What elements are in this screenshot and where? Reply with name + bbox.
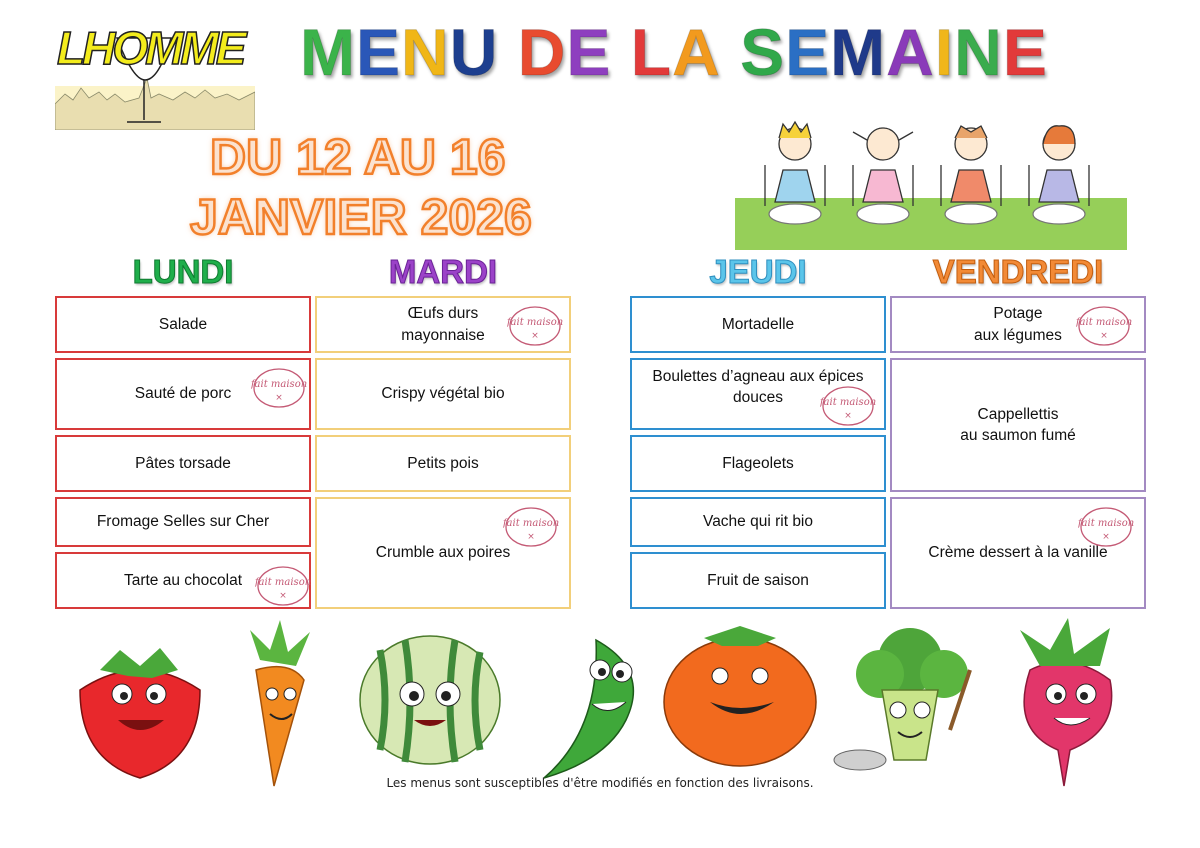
svg-text:fait maison: fait maison [507, 317, 563, 328]
svg-text:×: × [1100, 331, 1108, 341]
day-heading-vendredi: VENDREDI [932, 253, 1104, 290]
svg-text:×: × [527, 532, 535, 542]
title-letter [721, 15, 740, 89]
fait-maison-stamp-icon [1076, 304, 1132, 348]
svg-text:fait maison: fait maison [820, 397, 876, 408]
fait-maison-stamp-icon [820, 384, 876, 428]
title-letter: N [954, 15, 1003, 89]
title-letter: S [740, 15, 786, 89]
svg-text:fait maison: fait maison [503, 518, 559, 529]
menu-item-label: Crème dessert à la vanille [928, 544, 1108, 562]
menu-item-lundi-accompagnement [55, 435, 311, 492]
menu-item-label: Crumble aux poires [375, 544, 511, 562]
title-letter: E [355, 15, 402, 89]
menu-item-lundi-fromage [55, 497, 311, 547]
svg-text:fait maison: fait maison [1076, 317, 1132, 328]
vegetable-characters-illustration [60, 610, 1160, 790]
svg-text:×: × [279, 591, 287, 601]
day-heading-lundi: LUNDI [132, 253, 234, 290]
title-letter: E [1002, 15, 1048, 89]
day-heading-jeudi: JEUDI [709, 253, 807, 290]
title-letter: M [300, 15, 356, 89]
title-letter: E [785, 15, 831, 89]
menu-item-mardi-plat [315, 358, 571, 430]
fait-maison-stamp-icon [255, 564, 311, 608]
strawberry-icon [80, 648, 200, 778]
menu-item-jeudi-accompagnement [630, 435, 886, 492]
title-letter: E [566, 15, 612, 89]
title-letter: N [401, 15, 450, 89]
fait-maison-stamp-icon [251, 366, 307, 410]
kids-at-table-illustration [735, 110, 1127, 250]
menu-item-jeudi-dessert [630, 552, 886, 609]
svg-text:LHOMME: LHOMME [57, 22, 244, 74]
cucumber-icon [544, 640, 633, 778]
footer-disclaimer: Les menus sont susceptibles d'être modifiés en fonction des livraisons. [386, 776, 814, 790]
title-letter: D [517, 15, 567, 89]
svg-text:fait maison: fait maison [255, 577, 311, 588]
menu-item-lundi-dessert [55, 552, 311, 609]
menu-item-label: Flageolets [722, 454, 794, 472]
menu-item-mardi-dessert [315, 497, 571, 609]
page-title [300, 14, 1120, 94]
title-letter: M [830, 15, 887, 89]
radish-icon [1020, 618, 1112, 786]
day-heading-mardi: MARDI [388, 253, 498, 290]
title-letter: A [886, 15, 935, 89]
menu-item-jeudi-fromage [630, 497, 886, 547]
broccoli-icon [834, 628, 970, 770]
menu-item-vendredi-plat [890, 358, 1146, 492]
menu-item-mardi-accompagnement [315, 435, 571, 492]
menu-item-label: Crispy végétal bio [381, 385, 505, 403]
fait-maison-stamp-icon [507, 304, 563, 348]
title-letter: A [672, 15, 721, 89]
menu-item-label: Potage aux légumes [974, 305, 1062, 344]
menu-item-mardi-entree [315, 296, 571, 353]
menu-item-label: Pâtes torsade [135, 454, 231, 472]
menu-item-lundi-plat [55, 358, 311, 430]
fait-maison-stamp-icon [503, 505, 559, 549]
menu-item-vendredi-dessert [890, 497, 1146, 609]
svg-text:×: × [844, 411, 852, 421]
svg-text:×: × [275, 393, 283, 403]
menu-item-label: Tarte au chocolat [123, 571, 243, 589]
menu-item-label: Fromage Selles sur Cher [96, 513, 270, 531]
melon-icon [360, 636, 500, 764]
title-letter: I [934, 15, 955, 89]
menu-item-label: Mortadelle [721, 315, 795, 333]
tomato-icon [664, 626, 816, 766]
menu-item-label: Cappellettis au saumon fumé [960, 405, 1076, 444]
date-range-line-1: DU 12 AU 16 [210, 129, 506, 185]
svg-text:fait maison: fait maison [1078, 518, 1134, 529]
title-letter: L [630, 15, 673, 89]
menu-item-label: Sauté de porc [134, 385, 232, 403]
menu-item-label: Œufs durs mayonnaise [401, 305, 485, 344]
carrot-icon [250, 620, 310, 786]
title-letter: U [449, 15, 499, 89]
title-letter [611, 15, 630, 89]
svg-text:×: × [1102, 532, 1110, 542]
date-range-line-2: JANVIER 2026 [190, 189, 532, 245]
title-letter [498, 15, 517, 89]
menu-item-jeudi-entree [630, 296, 886, 353]
menu-item-label: Salade [158, 315, 208, 333]
menu-item-label: Boulettes d’agneau aux épices douces [652, 367, 864, 406]
lhomme-logo [55, 8, 255, 130]
menu-item-vendredi-entree [890, 296, 1146, 353]
menu-item-label: Vache qui rit bio [703, 513, 813, 531]
fait-maison-stamp-icon [1078, 505, 1134, 549]
menu-item-jeudi-plat [630, 358, 886, 430]
menu-item-label: Petits pois [407, 454, 479, 472]
menu-item-label: Fruit de saison [707, 571, 809, 589]
svg-text:×: × [531, 331, 539, 341]
svg-text:fait maison: fait maison [251, 379, 307, 390]
menu-item-lundi-entree [55, 296, 311, 353]
